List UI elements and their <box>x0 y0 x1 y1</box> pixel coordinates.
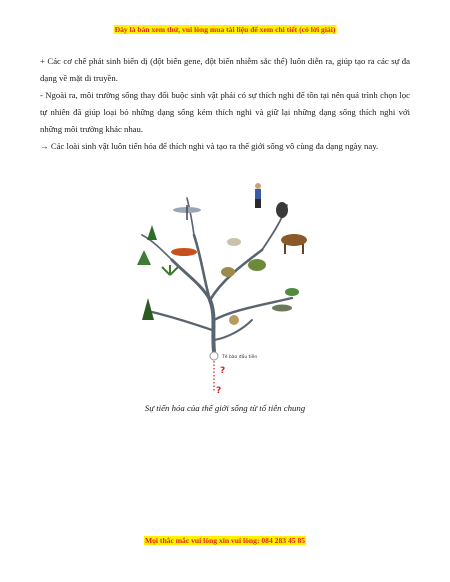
preview-notice: Đây là bản xem thử, vui lòng mua tài liệu để xem chi tiết (có lời giải) <box>114 25 336 34</box>
paragraph-selection: - Ngoài ra, môi trường sống thay đổi buộc sinh vật phải có sự thích nghi để tồn tại nên quá trình chọn lọc tự nhiên đã giúp loại bỏ những dạng sống kém thích nghi và giữ lại những dạng sống thích nghi với những môi trường khác nhau. <box>40 90 410 134</box>
organism-chimpanzee <box>276 202 288 218</box>
organism-human <box>255 183 261 208</box>
organism-horse <box>281 234 307 254</box>
organism-palm-tree <box>162 265 178 275</box>
contact-footer: Mọi thắc mắc vui lòng xin vui lòng: 084 283 45 85 <box>144 536 306 545</box>
evolution-tree-figure <box>132 180 322 398</box>
document-body <box>40 53 410 155</box>
question-mark-upper: ? <box>220 366 226 376</box>
paragraph-variation: + Các cơ chế phát sinh biến dị (đột biến gene, đột biến nhiễm sắc thể) luôn diễn ra, giúp tạo ra các sự đa dạng về mặt di truyền. <box>40 56 410 83</box>
organism-shell <box>229 315 239 325</box>
figure-caption: Sự tiến hóa của thế giới sống từ tổ tiên chung <box>144 403 306 413</box>
evolution-tree-illustration <box>132 180 322 398</box>
organism-fish <box>272 305 292 312</box>
organism-fern-plant <box>137 225 157 265</box>
organism-lobster <box>171 248 197 256</box>
organism-dinosaur <box>248 259 266 271</box>
organism-dragonfly <box>173 205 201 220</box>
question-mark-lower: ? <box>216 386 222 396</box>
organism-frog <box>285 288 299 296</box>
first-cell-label: Tế bào đầu tiên <box>222 355 258 360</box>
paragraph-conclusion: → Các loài sinh vật luôn tiến hóa để thích nghi và tạo ra thế giới sống vô cùng đa dạng ngày nay. <box>40 141 379 151</box>
organism-conifer <box>142 298 154 320</box>
organism-turtle <box>221 267 235 277</box>
organism-bird <box>227 238 241 246</box>
